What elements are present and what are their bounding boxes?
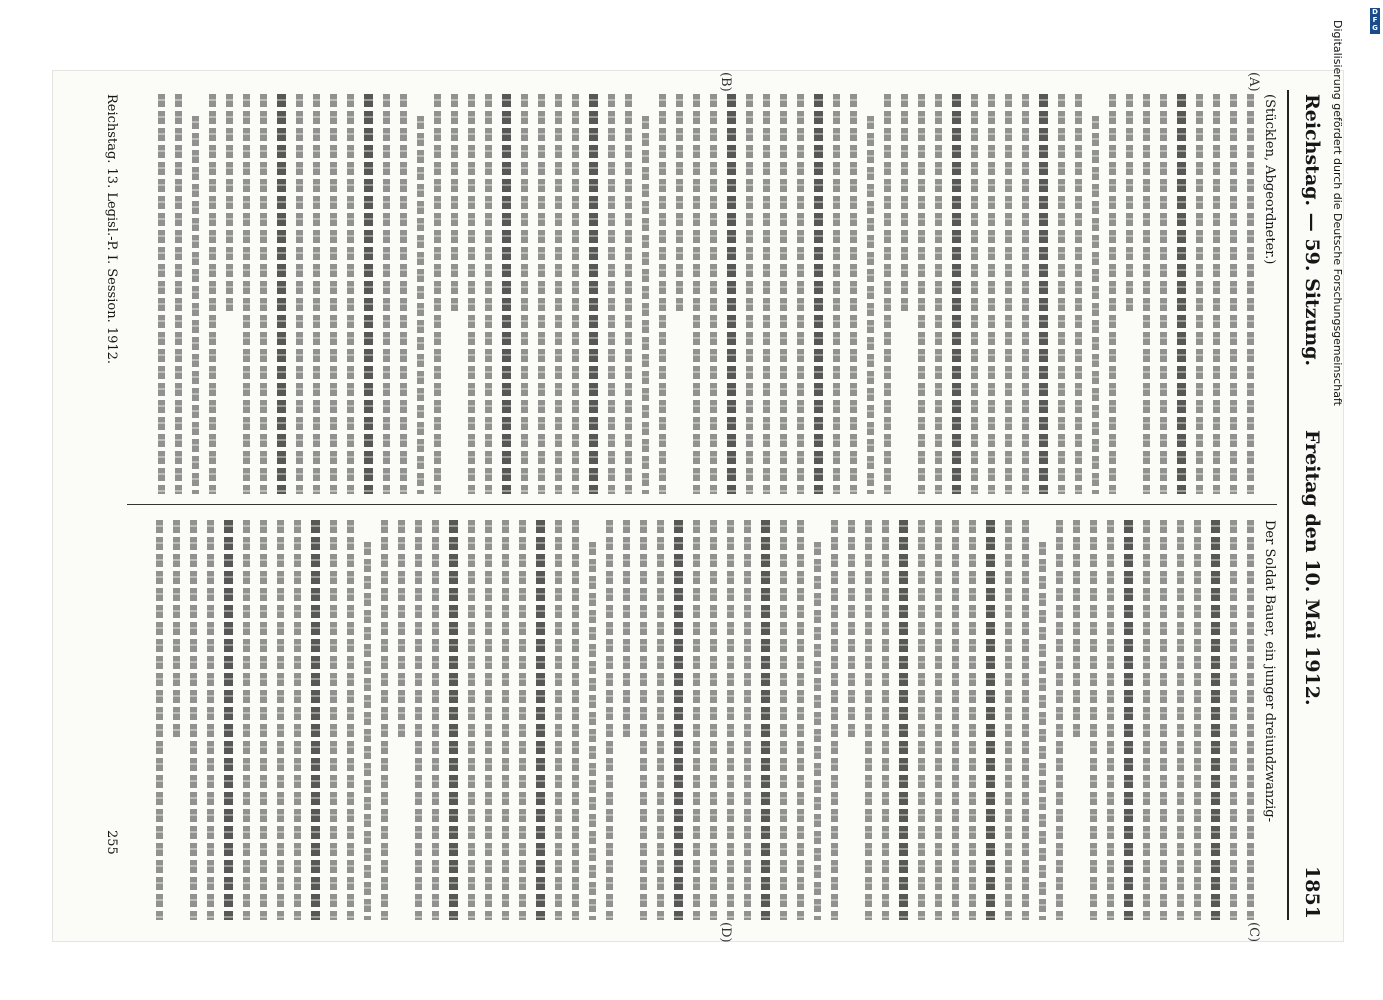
- text-line: [502, 520, 509, 920]
- text-line: [294, 520, 301, 920]
- text-line: [158, 94, 165, 494]
- text-line: [277, 520, 284, 920]
- text-line: [468, 520, 475, 920]
- fraktur-lines-left: [158, 94, 1254, 494]
- text-line: [1022, 94, 1029, 494]
- text-line: [744, 520, 751, 920]
- text-line: [485, 94, 492, 494]
- column-opening-line: Der Soldat Bauer, ein junger dreiundzwanzig-: [1262, 520, 1277, 822]
- text-line: [780, 520, 787, 920]
- text-line: [311, 520, 320, 920]
- text-line: [243, 94, 250, 494]
- text-line: [434, 94, 441, 494]
- text-line: [555, 94, 562, 494]
- text-line: [313, 94, 320, 494]
- text-line: [952, 94, 961, 494]
- header-rule: [1287, 90, 1289, 920]
- text-line: [935, 94, 942, 494]
- fraktur-lines-right: [156, 520, 1254, 920]
- text-line: [330, 94, 337, 494]
- footer-sheet-number: 255: [104, 830, 119, 855]
- text-line: [1160, 520, 1167, 920]
- text-line: [347, 520, 354, 920]
- text-line: [988, 94, 995, 494]
- text-line: [1005, 520, 1012, 920]
- text-line: [833, 94, 840, 494]
- text-line: [1247, 94, 1254, 494]
- margin-marker-a: (A): [1246, 72, 1261, 92]
- text-line: [1056, 520, 1063, 920]
- text-line: [538, 94, 545, 494]
- column-divider: [127, 504, 1277, 505]
- text-line: [1039, 542, 1046, 920]
- text-line: [1143, 520, 1150, 920]
- text-line: [884, 94, 891, 494]
- text-line: [415, 520, 422, 920]
- text-line: [608, 94, 615, 494]
- text-line: [555, 520, 562, 920]
- text-line: [400, 94, 407, 494]
- text-line: [1005, 94, 1012, 494]
- text-line: [850, 94, 857, 494]
- text-line: [899, 520, 908, 920]
- text-line: [1177, 520, 1184, 920]
- text-line: [364, 542, 371, 920]
- text-line: [589, 94, 598, 494]
- text-line: [1211, 520, 1220, 920]
- text-line: [347, 94, 354, 494]
- text-line: [814, 94, 823, 494]
- text-line: [207, 520, 214, 920]
- text-line: [156, 520, 163, 920]
- page-number: 1851: [1301, 866, 1323, 919]
- text-line: [642, 116, 649, 494]
- column-opening-speaker: (Stücklen, Abgeordneter.): [1262, 94, 1277, 265]
- text-line: [918, 520, 925, 920]
- text-line: [175, 94, 182, 494]
- text-line: [761, 520, 770, 920]
- text-line: [727, 520, 734, 920]
- dfg-logo-icon: DFG: [1370, 8, 1380, 34]
- text-line: [417, 116, 424, 494]
- text-line: [763, 94, 770, 494]
- footer-imprint: Reichstag. 13. Legisl.-P. I. Session. 1912.: [104, 94, 119, 365]
- text-line: [659, 94, 666, 494]
- text-line: [1143, 94, 1150, 494]
- text-line: [1090, 520, 1097, 920]
- text-line: [398, 520, 405, 740]
- text-line: [1196, 94, 1203, 494]
- text-line: [814, 542, 821, 920]
- text-line: [640, 520, 647, 920]
- text-line: [364, 94, 373, 494]
- text-line: [797, 94, 804, 494]
- text-line: [260, 520, 267, 920]
- text-line: [485, 520, 492, 920]
- text-line: [572, 94, 579, 494]
- text-line: [468, 94, 475, 494]
- margin-marker-d: (D): [718, 922, 733, 943]
- text-line: [572, 520, 579, 920]
- running-header-session: Reichstag. — 59. Sitzung.: [1301, 94, 1323, 367]
- text-line: [1107, 520, 1114, 920]
- text-line: [710, 520, 717, 920]
- text-line: [746, 94, 753, 494]
- text-line: [606, 520, 613, 920]
- text-line: [1073, 520, 1080, 740]
- text-line: [536, 520, 545, 920]
- margin-marker-b: (B): [718, 72, 733, 92]
- text-line: [1230, 520, 1237, 920]
- text-line: [449, 520, 458, 920]
- text-line: [1109, 94, 1116, 494]
- text-line: [451, 94, 458, 314]
- text-line: [277, 94, 286, 494]
- text-line: [192, 116, 199, 494]
- text-line: [865, 520, 872, 920]
- text-line: [330, 520, 337, 920]
- text-line: [432, 520, 439, 920]
- margin-marker-c: (C): [1246, 922, 1261, 943]
- text-line: [1160, 94, 1167, 494]
- text-line: [1213, 94, 1220, 494]
- text-line: [952, 520, 959, 920]
- text-line: [243, 520, 250, 920]
- text-line: [831, 520, 838, 920]
- text-line: [260, 94, 267, 494]
- text-line: [693, 520, 700, 920]
- text-line: [226, 94, 233, 314]
- text-line: [296, 94, 303, 494]
- text-column-right: [127, 520, 1277, 920]
- text-line: [1230, 94, 1237, 494]
- text-line: [657, 520, 664, 920]
- text-line: [224, 520, 233, 920]
- text-line: [797, 520, 804, 920]
- text-line: [1075, 94, 1082, 494]
- text-line: [971, 94, 978, 494]
- text-line: [383, 94, 390, 494]
- text-line: [1194, 520, 1201, 920]
- text-line: [1177, 94, 1186, 494]
- text-line: [676, 94, 683, 314]
- text-line: [693, 94, 700, 494]
- text-line: [935, 520, 942, 920]
- text-line: [901, 94, 908, 314]
- text-line: [1039, 94, 1048, 494]
- text-line: [780, 94, 787, 494]
- digitization-credit: Digitalisierung gefördert durch die Deutsche Forschungsgemeinschaft: [1331, 20, 1344, 406]
- newspaper-page: [33, 70, 1323, 943]
- text-column-left: [127, 94, 1277, 494]
- text-line: [519, 520, 526, 920]
- text-line: [882, 520, 889, 920]
- running-header-date: Freitag den 10. Mai 1912.: [1301, 430, 1323, 706]
- text-line: [918, 94, 925, 494]
- text-line: [173, 520, 180, 740]
- text-line: [1126, 94, 1133, 314]
- text-line: [209, 94, 216, 494]
- text-line: [1092, 116, 1099, 494]
- text-line: [521, 94, 528, 494]
- text-line: [674, 520, 683, 920]
- text-line: [986, 520, 995, 920]
- text-line: [1058, 94, 1065, 494]
- text-line: [1022, 520, 1029, 920]
- text-line: [589, 542, 596, 920]
- text-line: [727, 94, 736, 494]
- text-line: [623, 520, 630, 740]
- text-line: [867, 116, 874, 494]
- text-line: [502, 94, 511, 494]
- text-line: [1247, 520, 1254, 920]
- text-line: [710, 94, 717, 494]
- text-line: [190, 520, 197, 920]
- text-line: [1124, 520, 1133, 920]
- text-line: [381, 520, 388, 920]
- text-line: [625, 94, 632, 494]
- text-line: [969, 520, 976, 920]
- text-line: [848, 520, 855, 740]
